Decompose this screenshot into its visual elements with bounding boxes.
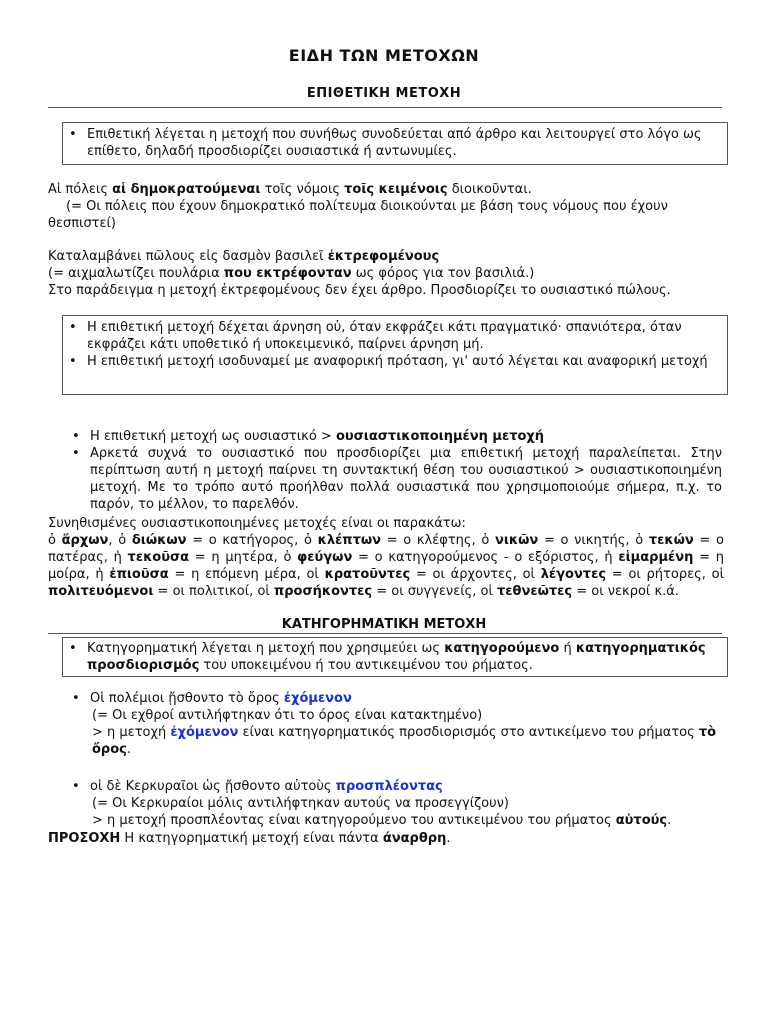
participle-word: ἐπιοῦσα	[109, 567, 169, 582]
example-translation: (= Οι εχθροί αντιλήφτηκαν ότι το όρος είναι κατακτημένο)	[92, 708, 483, 723]
participle-article: ἡ	[95, 567, 110, 582]
participle-meaning: = η επόμενη μέρα,	[168, 567, 307, 582]
divider	[48, 107, 722, 108]
participle-article: ὁ	[48, 533, 62, 548]
participle-meaning: = ο κατηγορούμενος - ο εξόριστος,	[352, 550, 605, 565]
participle-article: ὁ	[283, 550, 298, 565]
participle-meaning: = ο νικητής,	[538, 533, 636, 548]
divider	[48, 633, 722, 634]
predicative-example-2	[72, 778, 722, 829]
participle-word: φεύγων	[297, 550, 353, 565]
participle-meaning: = οι νεκροί κ.ά.	[572, 584, 679, 599]
participle-word: κρατοῦντες	[324, 567, 411, 582]
participle-meaning: = οι άρχοντες,	[410, 567, 523, 582]
attention-note: ΠΡΟΣΟΧΗ Η κατηγορηματική μετοχή είναι πάντα άναρθρη.	[48, 831, 451, 846]
participle-word: διώκων	[131, 533, 187, 548]
rule-item: • Η επιθετική μετοχή ισοδυναμεί με αναφορική πρόταση, γι' αυτό λέγεται και αναφορική μετοχή	[69, 353, 721, 370]
participle-word: ἄρχων	[61, 533, 109, 548]
participle-article: οἱ	[257, 584, 274, 599]
example-note: Στο παράδειγμα η μετοχή ἐκτρεφομένους δεν έχει άρθρο. Προσδιορίζει το ουσιαστικό πώλους.	[48, 283, 671, 298]
section-heading-attributive: ΕΠΙΘΕΤΙΚΗ ΜΕΤΟΧΗ	[306, 86, 462, 101]
participle-meaning: ,	[108, 533, 119, 548]
example-translation: (= Οι Κερκυραίοι μόλις αντιλήφτηκαν αυτούς να προσεγγίζουν)	[92, 796, 509, 811]
participle-article: ὁ	[118, 533, 132, 548]
document-title: ΕΙΔΗ ΤΩΝ ΜΕΤΟΧΩΝ	[288, 46, 480, 65]
participle-article: οἱ	[306, 567, 325, 582]
common-intro: Συνηθισμένες ουσιαστικοποιημένες μετοχές είναι οι παρακάτω:	[48, 516, 466, 531]
participle-meaning: = ο πατέρας,	[48, 533, 724, 565]
participle-meaning: = η μητέρα,	[189, 550, 284, 565]
participle-article: ἡ	[113, 550, 128, 565]
participle-meaning: = ο κατήγορος,	[186, 533, 304, 548]
participle-article: οἱ	[711, 567, 724, 582]
participle-meaning: = ο κλέφτης,	[381, 533, 482, 548]
participle-article: ὁ	[481, 533, 495, 548]
participle-meaning: = οι ρήτορες,	[606, 567, 712, 582]
participle-article: οἱ	[522, 567, 541, 582]
example-translation: (= αιχμαλωτίζει πουλάρια που εκτρέφονταν ως φόρος για τον βασιλιά.)	[48, 266, 535, 281]
definition-box	[62, 122, 728, 165]
definition-item: • Επιθετική λέγεται η μετοχή που συνήθως συνοδεύεται από άρθρο και λειτουργεί στο λόγο ως επίθετο, δηλαδή προσδιορίζει ουσιαστικά ή αντωνυμίες.	[69, 126, 721, 160]
definition-item: • Κατηγορηματική λέγεται η μετοχή που χρησιμεύει ως κατηγορούμενο ή κατηγορηματικός προσδιορισμός του υποκειμένου ή του αντικειμένου του ρήματος.	[69, 640, 721, 674]
section-heading-predicative: ΚΑΤΗΓΟΡΗΜΑΤΙΚΗ ΜΕΤΟΧΗ	[281, 617, 487, 632]
participle-meaning: = η μοίρα,	[48, 550, 724, 582]
example-note: > η μετοχή προσπλέοντας είναι κατηγορούμενο του αντικειμένου του ρήματος αὐτούς.	[92, 813, 672, 828]
example-note: > η μετοχή ἐχόμενον είναι κατηγορηματικός προσδιορισμός στο αντικείμενο του ρήματος τὸ ὄρος.	[92, 725, 717, 757]
participle-word: τεθνεῶτες	[497, 584, 573, 599]
example-translation: (= Οι πόλεις που έχουν δημοκρατικό πολίτευμα διοικούνται με βάση τους νόμους που έχουν θεσπιστεί)	[48, 199, 668, 231]
list-item: • Αρκετά συχνά το ουσιαστικό που προσδιορίζει μια επιθετική μετοχή παραλείπεται. Στην περίπτωση αυτή η μετοχή παίρνει τη συντακτική θέση του ουσιαστικού > ουσιαστικοποιημένη μετοχή. Με το τρόπο αυτό προήλθαν πολλά ουσιαστικά που χρησιμοποιούμε σήμερα, π.χ. το παρόν, το μέλλον, το παρελθόν.	[72, 445, 722, 513]
participle-word: τεκών	[648, 533, 694, 548]
participle-word: προσήκοντες	[273, 584, 373, 599]
rules-box	[62, 315, 728, 395]
example-1	[48, 181, 728, 232]
rule-item: • Η επιθετική μετοχή δέχεται άρνηση οὐ, όταν εκφράζει κάτι πραγματικό· σπανιότερα, όταν εκφράζει κάτι υποθετικό ή υποκειμενικό, παίρνει άρνηση μή.	[69, 319, 721, 353]
example-greek-line: Καταλαμβάνει πῶλους εἰς δασμὸν βασιλεῖ ἐκτρεφομένους	[48, 249, 440, 264]
participle-word: κλέπτων	[317, 533, 382, 548]
participle-meaning: = οι πολιτικοί,	[153, 584, 258, 599]
example-greek-line: • οἱ δὲ Κερκυραῖοι ὡς ᾔσθοντο αὐτοὺς προσπλέοντας	[72, 778, 722, 795]
predicative-example-1	[72, 690, 722, 758]
participle-meaning: = οι συγγενείς,	[372, 584, 481, 599]
substantive-list	[72, 428, 722, 513]
participle-word: τεκοῦσα	[127, 550, 190, 565]
participle-word: εἱμαρμένη	[618, 550, 694, 565]
participle-word: νικῶν	[494, 533, 539, 548]
participle-article: οἱ	[480, 584, 498, 599]
common-participles	[48, 532, 724, 600]
participle-word: πολιτευόμενοι	[48, 584, 154, 599]
example-2	[48, 248, 738, 299]
example-greek-line: • Οἱ πολέμιοι ᾔσθοντο τὸ ὄρος ἐχόμενον	[72, 690, 722, 707]
participle-article: ὁ	[635, 533, 649, 548]
example-greek-line: Αἱ πόλεις αἱ δημοκρατούμεναι τοῖς νόμοις τοῖς κειμένοις διοικοῦνται.	[48, 182, 532, 197]
participle-article: ὁ	[303, 533, 318, 548]
list-item: • Η επιθετική μετοχή ως ουσιαστικό > ουσιαστικοποιημένη μετοχή	[72, 428, 722, 445]
participle-word: λέγοντες	[540, 567, 607, 582]
predicative-box	[62, 637, 728, 677]
participle-article: ἡ	[604, 550, 619, 565]
